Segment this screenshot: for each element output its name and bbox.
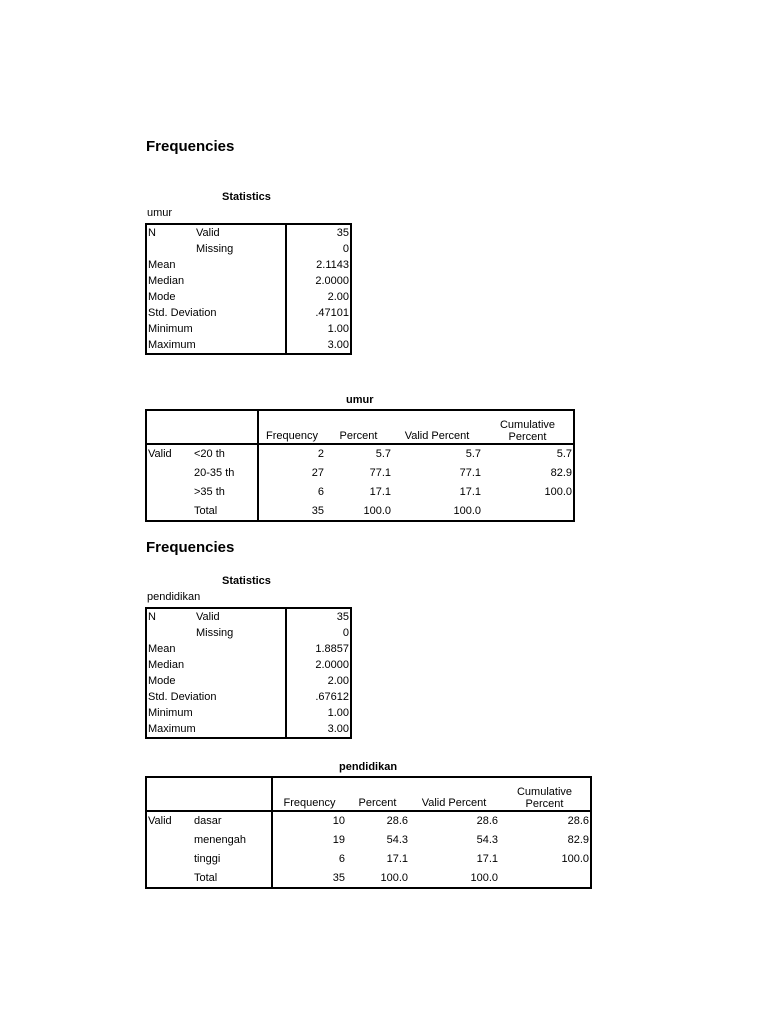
table-row bbox=[146, 464, 574, 483]
statistics-variable: umur bbox=[147, 207, 173, 219]
stat-value: 2.0000 bbox=[286, 273, 351, 289]
row-category: Total bbox=[193, 502, 258, 521]
stat-label: Median bbox=[148, 658, 185, 671]
stat-value: 1.00 bbox=[286, 705, 351, 721]
table-row bbox=[146, 273, 351, 289]
stat-value: .67612 bbox=[286, 689, 351, 705]
row-category: >35 th bbox=[193, 483, 258, 502]
cell-cumulative-percent: 82.9 bbox=[550, 467, 572, 479]
table-row bbox=[146, 721, 351, 738]
table-row bbox=[146, 641, 351, 657]
col-header-percent: Percent bbox=[346, 777, 409, 811]
col-header-cumulative-percent: Cumulative Percent bbox=[482, 410, 574, 444]
table-row bbox=[146, 289, 351, 305]
section-title: Frequencies bbox=[146, 539, 235, 556]
cell-cumulative-percent: 5.7 bbox=[556, 448, 572, 460]
stat-value: 2.1143 bbox=[286, 257, 351, 273]
stat-label: N bbox=[148, 226, 156, 239]
row-category: 20-35 th bbox=[193, 464, 258, 483]
stat-value: 1.00 bbox=[286, 321, 351, 337]
cell-valid-percent: 17.1 bbox=[476, 853, 498, 865]
cell-frequency: 19 bbox=[332, 834, 345, 846]
table-header-row bbox=[146, 777, 591, 811]
table-row bbox=[146, 657, 351, 673]
stat-value: 35 bbox=[286, 608, 351, 625]
stat-value: 3.00 bbox=[286, 337, 351, 354]
stat-sublabel: Valid bbox=[196, 226, 220, 239]
stat-label: Maximum bbox=[148, 338, 196, 351]
cell-percent: 17.1 bbox=[386, 853, 408, 865]
row-group-label: Valid bbox=[148, 448, 172, 460]
cell-cumulative-percent: 100.0 bbox=[561, 853, 589, 865]
row-group-label: Valid bbox=[148, 815, 172, 827]
frequency-table bbox=[145, 776, 592, 889]
col-header-frequency: Frequency bbox=[272, 777, 346, 811]
cell-valid-percent: 54.3 bbox=[476, 834, 498, 846]
table-row bbox=[146, 811, 591, 831]
section-title: Frequencies bbox=[146, 138, 235, 155]
statistics-caption: Statistics bbox=[222, 575, 271, 587]
cell-cumulative-percent: 28.6 bbox=[567, 815, 589, 827]
cell-frequency: 27 bbox=[311, 467, 324, 479]
table-row bbox=[146, 673, 351, 689]
table-header-row bbox=[146, 410, 574, 444]
statistics-table bbox=[145, 607, 352, 739]
stat-label: Mean bbox=[148, 258, 176, 271]
cell-frequency: 2 bbox=[317, 448, 324, 460]
table-row bbox=[146, 483, 574, 502]
stat-label: Median bbox=[148, 274, 185, 287]
cell-valid-percent: 77.1 bbox=[459, 467, 481, 479]
table-row bbox=[146, 224, 351, 241]
cell-frequency: 10 bbox=[332, 815, 345, 827]
stat-label bbox=[146, 625, 195, 641]
table-row bbox=[146, 608, 351, 625]
cell-frequency: 6 bbox=[338, 853, 345, 865]
stat-label: Std. Deviation bbox=[148, 690, 217, 703]
table-row bbox=[146, 831, 591, 850]
stat-label: Maximum bbox=[148, 722, 196, 735]
row-category: tinggi bbox=[193, 850, 272, 869]
stat-value: 35 bbox=[286, 224, 351, 241]
frequency-caption: pendidikan bbox=[339, 761, 398, 773]
stat-value: 1.8857 bbox=[286, 641, 351, 657]
stat-sublabel: Valid bbox=[196, 610, 220, 623]
table-row bbox=[146, 241, 351, 257]
cell-cumulative-percent bbox=[482, 502, 574, 521]
stat-label: Mode bbox=[148, 290, 176, 303]
cell-valid-percent: 28.6 bbox=[476, 815, 498, 827]
col-header-valid-percent: Valid Percent bbox=[392, 410, 482, 444]
cell-valid-percent: 5.7 bbox=[465, 448, 481, 460]
stat-value: 2.00 bbox=[286, 289, 351, 305]
cell-valid-percent: 100.0 bbox=[453, 504, 481, 517]
table-row bbox=[146, 321, 351, 337]
stat-label: Mean bbox=[148, 642, 176, 655]
table-row bbox=[146, 689, 351, 705]
table-row bbox=[146, 625, 351, 641]
cell-percent: 100.0 bbox=[380, 871, 408, 884]
col-header-percent: Percent bbox=[325, 410, 392, 444]
table-row bbox=[146, 869, 591, 888]
table-row bbox=[146, 502, 574, 521]
stat-label: Std. Deviation bbox=[148, 306, 217, 319]
stat-value: 2.00 bbox=[286, 673, 351, 689]
row-category: Total bbox=[193, 869, 272, 888]
stat-label: N bbox=[148, 610, 156, 623]
row-category: <20 th bbox=[193, 444, 258, 464]
cell-cumulative-percent: 100.0 bbox=[544, 486, 572, 498]
cell-percent: 28.6 bbox=[386, 815, 408, 827]
statistics-table bbox=[145, 223, 352, 355]
stat-sublabel: Missing bbox=[196, 626, 234, 639]
table-row bbox=[146, 257, 351, 273]
frequency-caption: umur bbox=[346, 394, 374, 406]
cell-percent: 54.3 bbox=[386, 834, 408, 846]
frequency-table bbox=[145, 409, 575, 522]
row-category: dasar bbox=[193, 811, 272, 831]
row-category: menengah bbox=[193, 831, 272, 850]
cell-valid-percent: 17.1 bbox=[459, 486, 481, 498]
table-row bbox=[146, 850, 591, 869]
col-header-valid-percent: Valid Percent bbox=[409, 777, 499, 811]
stat-sublabel: Missing bbox=[196, 242, 234, 255]
stat-value: .47101 bbox=[286, 305, 351, 321]
cell-percent: 77.1 bbox=[369, 467, 391, 479]
col-header-frequency: Frequency bbox=[258, 410, 325, 444]
stat-value: 0 bbox=[286, 241, 351, 257]
cell-percent: 17.1 bbox=[369, 486, 391, 498]
stat-label bbox=[146, 241, 195, 257]
stat-value: 2.0000 bbox=[286, 657, 351, 673]
stat-label: Mode bbox=[148, 674, 176, 687]
stat-label: Minimum bbox=[148, 706, 193, 719]
cell-cumulative-percent: 82.9 bbox=[567, 834, 589, 846]
cell-valid-percent: 100.0 bbox=[470, 871, 498, 884]
statistics-variable: pendidikan bbox=[147, 591, 201, 603]
table-row bbox=[146, 444, 574, 464]
table-row bbox=[146, 305, 351, 321]
cell-percent: 5.7 bbox=[375, 448, 391, 460]
stat-value: 3.00 bbox=[286, 721, 351, 738]
table-row bbox=[146, 705, 351, 721]
stat-label: Minimum bbox=[148, 322, 193, 335]
stat-value: 0 bbox=[286, 625, 351, 641]
cell-frequency: 35 bbox=[311, 504, 324, 517]
cell-percent: 100.0 bbox=[363, 504, 391, 517]
statistics-caption: Statistics bbox=[222, 191, 271, 203]
cell-cumulative-percent bbox=[499, 869, 591, 888]
table-row bbox=[146, 337, 351, 354]
cell-frequency: 35 bbox=[332, 871, 345, 884]
col-header-cumulative-percent: Cumulative Percent bbox=[499, 777, 591, 811]
cell-frequency: 6 bbox=[317, 486, 324, 498]
